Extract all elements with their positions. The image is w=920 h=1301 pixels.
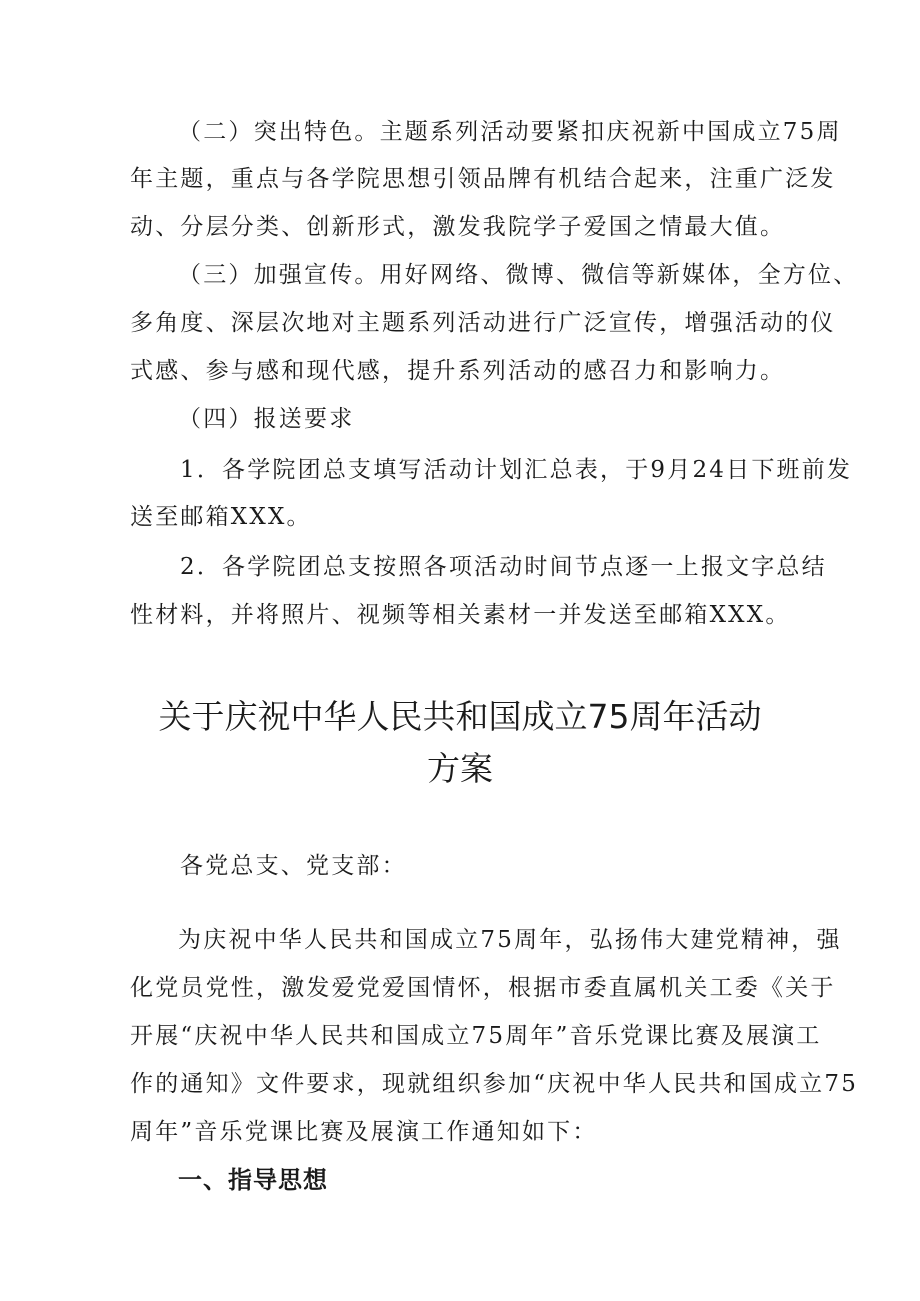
section-three-line-1: （三）加强宣传。用好网络、微博、微信等新媒体，全方位、 <box>178 262 859 288</box>
intro-line-4: 作的通知》文件要求，现就组织参加“庆祝中华人民共和国成立75 <box>130 1071 859 1097</box>
document-title-line-2: 方案 <box>427 749 493 788</box>
intro-line-3: 开展“庆祝中华人民共和国成立75周年”音乐党课比赛及展演工 <box>130 1023 822 1049</box>
section-two-line-1: （二）突出特色。主题系列活动要紧扣庆祝新中国成立75周 <box>178 119 842 145</box>
intro-line-2: 化党员党性，激发爱党爱国情怀，根据市委直属机关工委《关于 <box>130 975 836 1001</box>
intro-line-1: 为庆祝中华人民共和国成立75周年，弘扬伟大建党精神，强 <box>178 927 842 953</box>
section-three-line-2: 多角度、深层次地对主题系列活动进行广泛宣传，增强活动的仪 <box>130 310 836 336</box>
document-title-line-1: 关于庆祝中华人民共和国成立75周年活动 <box>158 697 762 736</box>
section-two-line-2: 年主题，重点与各学院思想引领品牌有机结合起来，注重广泛发 <box>130 166 836 192</box>
section-four-item-1-line-2: 送至邮箱XXX。 <box>130 504 312 530</box>
section-four-item-1-line-1: 1．各学院团总支填写活动计划汇总表，于9月24日下班前发 <box>180 457 853 483</box>
section-four-item-2-line-1: 2．各学院团总支按照各项活动时间节点逐一上报文字总结 <box>180 554 827 580</box>
salutation: 各党总支、党支部： <box>180 853 407 879</box>
section-four-heading: （四）报送要求 <box>178 406 355 432</box>
section-four-item-2-line-2: 性材料，并将照片、视频等相关素材一并发送至邮箱XXX。 <box>130 602 791 628</box>
intro-line-5: 周年”音乐党课比赛及展演工作通知如下： <box>130 1119 598 1145</box>
section-two-line-3: 动、分层分类、创新形式，激发我院学子爱国之情最大值。 <box>130 214 786 240</box>
section-one-heading: 一、指导思想 <box>178 1166 328 1194</box>
section-three-line-3: 式感、参与感和现代感，提升系列活动的感召力和影响力。 <box>130 358 786 384</box>
